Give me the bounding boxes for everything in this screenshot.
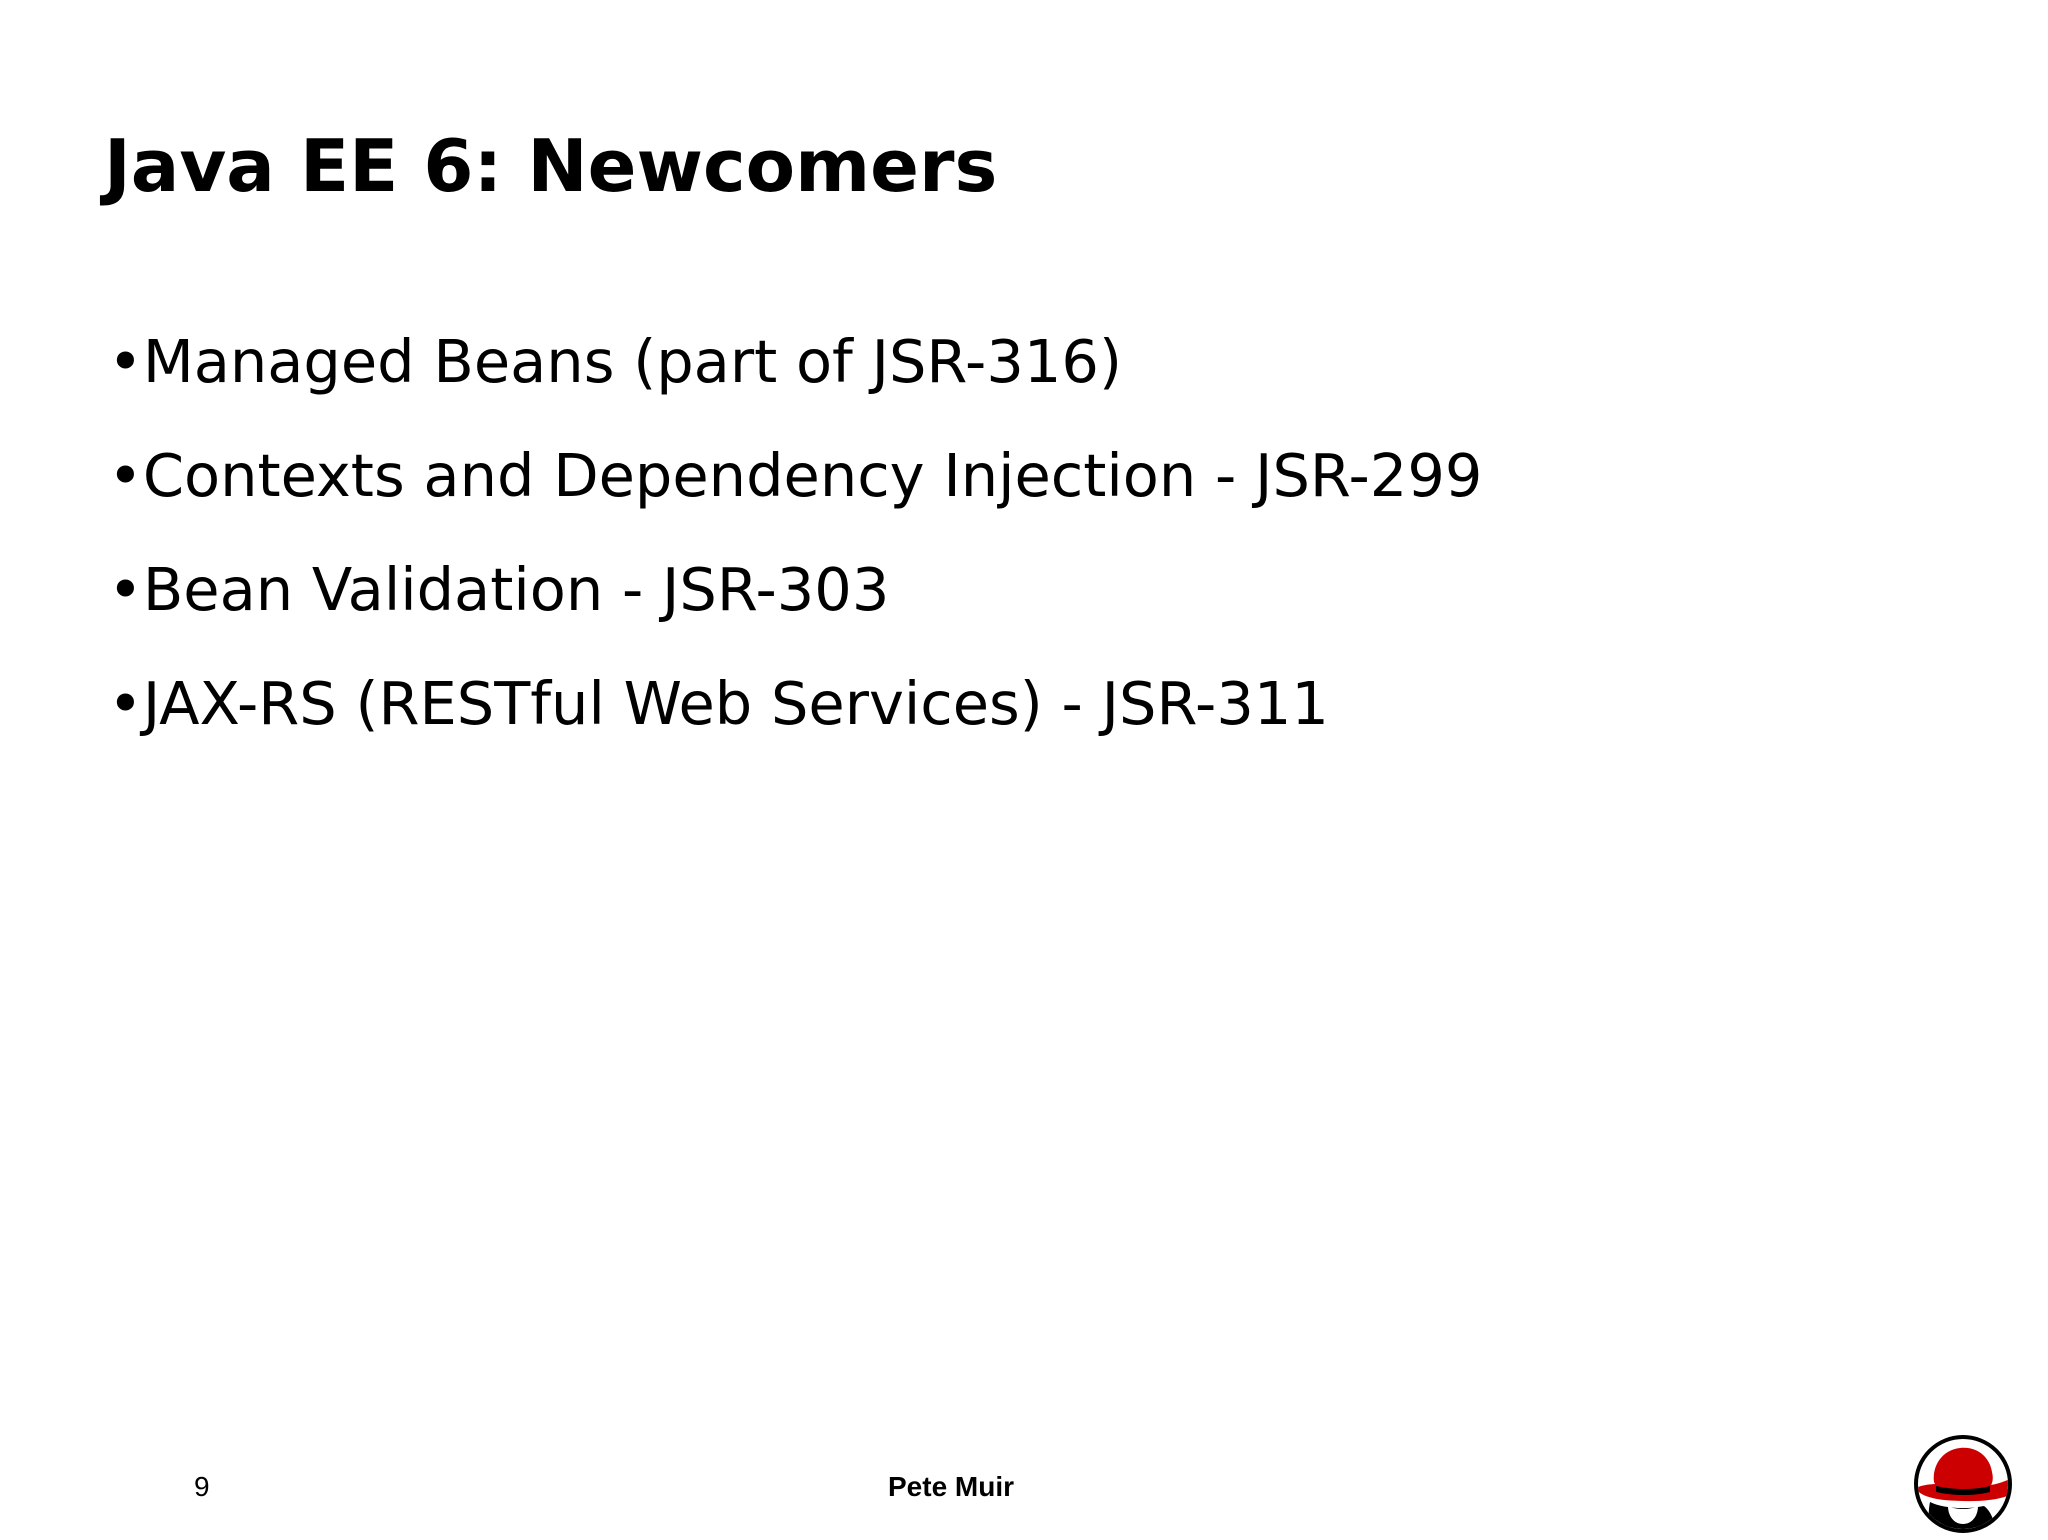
- bullet-item: [108, 305, 1482, 419]
- page-number: 9: [194, 1471, 210, 1502]
- bullet-marker: •: [108, 555, 143, 624]
- bullet-marker: •: [108, 441, 143, 510]
- bullet-item: [108, 419, 1482, 533]
- footer-author: Pete Muir: [888, 1471, 1015, 1502]
- logo-graphic: [1908, 1432, 2018, 1536]
- bullet-marker: •: [108, 327, 143, 396]
- slide-title: Java EE 6: Newcomers: [104, 124, 998, 208]
- red-hat-shadowman-icon: [1908, 1432, 2018, 1536]
- bullet-list: [108, 305, 1482, 761]
- bullet-text: Contexts and Dependency Injection - JSR-299: [142, 441, 1483, 510]
- bullet-item: [108, 647, 1482, 761]
- bullet-text: Managed Beans (part of JSR-316): [142, 327, 1122, 396]
- bullet-item: [108, 533, 1482, 647]
- bullet-text: Bean Validation - JSR-303: [142, 555, 890, 624]
- bullet-text: JAX-RS (RESTful Web Services) - JSR-311: [142, 669, 1329, 738]
- bullet-marker: •: [108, 669, 143, 738]
